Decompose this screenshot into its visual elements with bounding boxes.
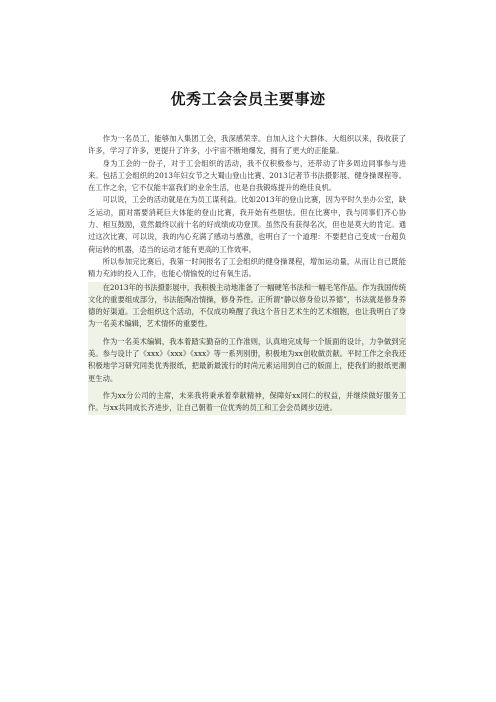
paragraph-7: 作为xx分公司的主席，未来我将秉承着奉献精神，保障好xx同仁的权益，并继续做好服务工作。与xx共同成长齐进步，让自己朝着一位优秀的员工和工会会员阔步迈进。 xyxy=(88,390,406,413)
paragraph-3: 可以说，工会的活动就是在为员工谋利益。比如2013年的登山比赛，因为平时久坐办公室，缺乏运动，面对需要消耗巨大体能的登山比赛，我开始有些胆怯。但在比赛中，我与同事们齐心协力、相互鼓励，竟然最终以前十名的好成绩成功登顶。虽然没有获得名次，但也是莫大的肯定。通过这次比赛，可以说，我的内心充满了感动与感激，也明白了一个道理：不要把自己变成一台超负荷运转的机器，适当的运动才能有更高的工作效率。 xyxy=(88,195,406,254)
paragraph-4: 所以参加完比赛后，我第一时间报名了工会组织的健身操课程，增加运动量，从而让自己既能精力充沛的投入工作，也能心情愉悦的过有氧生活。 xyxy=(88,256,406,279)
paragraph-6: 作为一名美术编辑，我本着踏实勤奋的工作准则，认真地完成每一个版面的设计，力争做到完美。参与设计了《xxx》《xxx》《xxx》等一系列别册，积极地为xx创收做贡献。平时工作之余我还积极地学习研究同类优秀报纸，把最新最流行的时尚元素运用到自己的版面上，使我们的报纸更潮更生动。 xyxy=(88,336,406,383)
document-body xyxy=(88,133,406,415)
paragraph-5: 在2013年的书法摄影展中，我积极主动地准备了一幅硬笔书法和一幅毛笔作品。作为我国传统文化的重要组成部分，书法能陶冶情操，修身养性。正所谓“静以修身俭以养德”，书法就是修身养德的好渠道。工会组织这个活动，不仅成功唤醒了我这个昔日艺术生的艺术细胞，也让我明白了身为一名美术编辑，艺术情怀的重要性。 xyxy=(88,282,406,329)
paragraph-2: 身为工会的一份子，对于工会组织的活动，我不仅积极参与，还带动了许多周边同事参与进来。包括工会组织的2013年妇女节之大蜀山登山比赛、2013记者节书法摄影展、健身操课程等。在工作之余，它不仅能丰富我们的业余生活，也是自我锻炼提升的绝佳良机。 xyxy=(88,158,406,193)
highlighted-section xyxy=(88,282,406,415)
paragraph-1: 作为一名员工，能够加入集团工会，我深感荣幸。自加入这个大群体、大组织以来，我收获了许多，学习了许多，更提升了许多，小宇宙不断地爆发，拥有了更大的正能量。 xyxy=(88,134,406,156)
document-title: 优秀工会会员主要事迹 xyxy=(170,90,326,108)
